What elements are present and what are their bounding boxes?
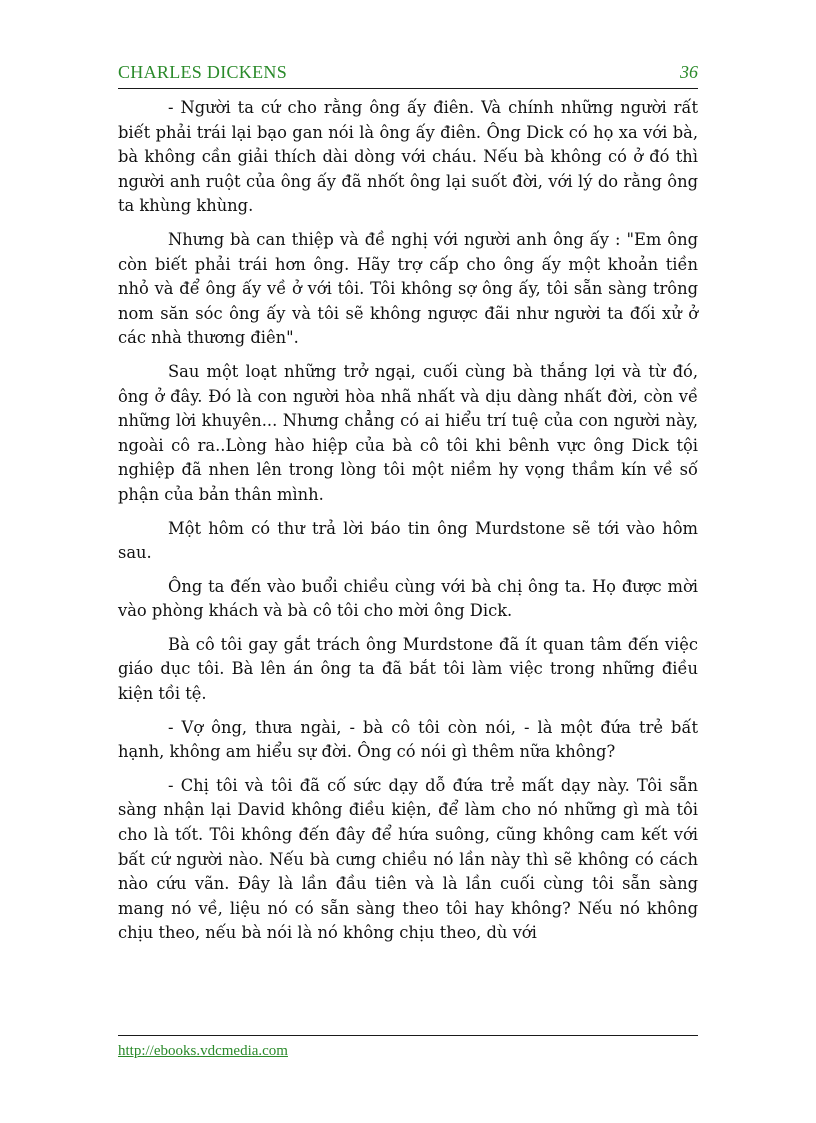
paragraph: - Người ta cứ cho rằng ông ấy điên. Và chính những người rất biết phải trái lại bạo gan nói là ông ấy điên. Ông Dick có họ xa với bà, bà không cần giải thích dài dòng với cháu. Nếu bà không có ở đó thì người anh ruột của ông ấy đã nhốt ông lại suốt đời, với lý do rằng ông ta khùng khùng. <box>118 98 698 216</box>
paragraph: Ông ta đến vào buổi chiều cùng với bà chị ông ta. Họ được mời vào phòng khách và bà cô tôi cho mời ông Dick. <box>118 576 698 621</box>
page-number: 36 <box>680 62 698 82</box>
body-text <box>118 96 698 955</box>
paragraph: Sau một loạt những trở ngại, cuối cùng bà thắng lợi và từ đó, ông ở đây. Đó là con người hòa nhã nhất và dịu dàng nhất đời, còn về những lời khuyên... Nhưng chẳng có ai hiểu trí tuệ của con người này, ngoài cô ra..Lòng hào hiệp của bà cô tôi khi bênh vực ông Dick tội nghiệp đã nhen lên trong lòng tôi một niềm hy vọng thầm kín về số phận của bản thân mình. <box>118 361 698 504</box>
paragraph: - Chị tôi và tôi đã cố sức dạy dỗ đứa trẻ mất dạy này. Tôi sẵn sàng nhận lại David không điều kiện, để làm cho nó những gì mà tôi cho là tốt. Tôi không đến đây để hứa suông, cũng không cam kết với bất cứ người nào. Nếu bà cưng chiều nó lần này thì sẽ không có cách nào cứu vãn. Đây là lần đầu tiên và là lần cuối cùng tôi sẵn sàng mang nó về, liệu nó có sẵn sàng theo tôi hay không? Nếu nó không chịu theo, nếu bà nói là nó không chịu theo, dù với <box>118 775 698 943</box>
paragraph: Bà cô tôi gay gắt trách ông Murdstone đã ít quan tâm đến việc giáo dục tôi. Bà lên án ông ta đã bắt tôi làm việc trong những điều kiện tồi tệ. <box>118 634 698 704</box>
paragraph: - Vợ ông, thưa ngài, - bà cô tôi còn nói, - là một đứa trẻ bất hạnh, không am hiểu sự đời. Ông có nói gì thêm nữa không? <box>118 717 698 762</box>
document-page <box>118 62 698 1062</box>
paragraph: Một hôm có thư trả lời báo tin ông Murdstone sẽ tới vào hôm sau. <box>118 518 698 563</box>
book-author-title: CHARLES DICKENS <box>118 62 288 82</box>
footer-divider <box>118 1035 698 1036</box>
paragraph: Nhưng bà can thiệp và đề nghị với người anh ông ấy : "Em ông còn biết phải trái hơn ông. Hãy trợ cấp cho ông ấy một khoản tiền nhỏ và để ông ấy về ở với tôi. Tôi không sợ ông ấy, tôi sẵn sàng trông nom săn sóc ông ấy và tôi sẽ không ngược đãi như người ta đối xử ở các nhà thương điên". <box>118 229 698 348</box>
running-header <box>118 62 698 89</box>
footer-url-link[interactable]: http://ebooks.vdcmedia.com <box>118 1043 288 1059</box>
